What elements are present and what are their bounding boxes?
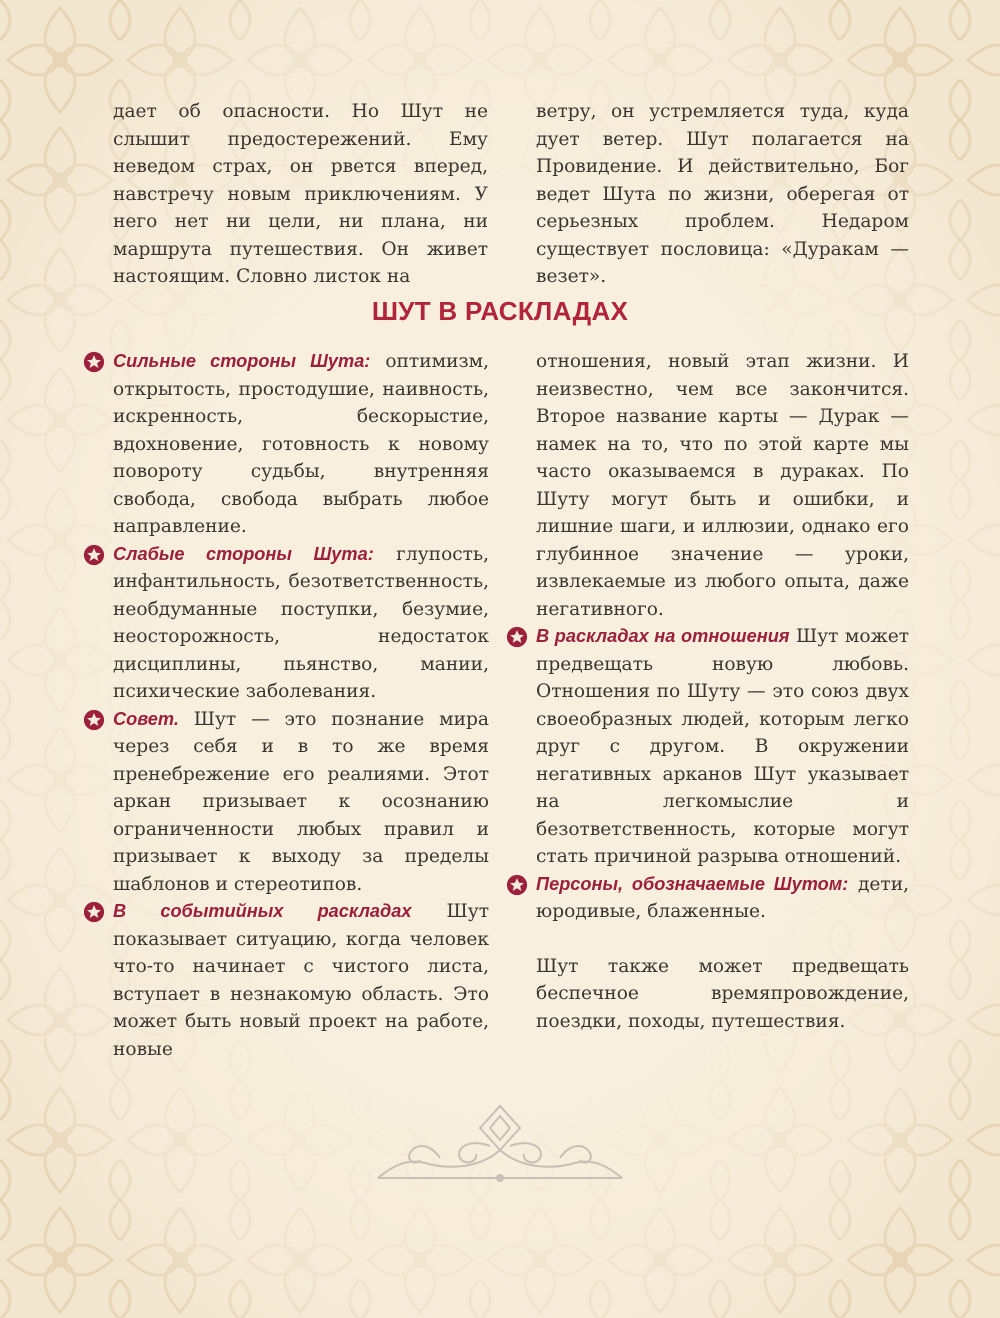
bullet-text: дети, юродивые, блаженные.	[536, 873, 909, 922]
bullet-text: Шут показывает ситуацию, когда человек что-то начинает с чистого листа, вступает в незнакомую область. Это может быть новый проект на работе, новые	[113, 901, 490, 1060]
bullet-event-spreads	[113, 898, 489, 1063]
star-bullet-icon	[506, 626, 528, 648]
bullet-relationship-spreads	[536, 623, 909, 871]
bullet-lead: В раскладах на отношения	[536, 626, 790, 646]
star-bullet-icon	[83, 901, 105, 923]
section-title: ШУТ В РАСКЛАДАХ	[371, 296, 629, 326]
bullet-text: Шут — это познание мира через себя и в то же время пренебрежение его реалиями. Этот аркан призывает к осознанию ограниченности любых правил и призывает к выходу за пределы шаблонов и стереотипов.	[113, 708, 489, 895]
bullet-lead: Сильные стороны Шута:	[113, 351, 371, 371]
bullet-strengths	[113, 348, 489, 541]
bullet-text: оптимизм, открытость, простодушие, наивность, искренность, бескорыстие, вдохновение, готовность к новому повороту судьбы, внутренняя свобода, свобода выбрать любое направление.	[113, 351, 489, 537]
ornament-divider-icon	[370, 1098, 630, 1188]
star-bullet-icon	[506, 874, 528, 896]
bullet-lead: Совет.	[113, 708, 179, 729]
closing-text: Шут также может предвещать беспечное времяпровождение, поездки, походы, путешествия.	[536, 955, 909, 1032]
right-column	[536, 348, 909, 1035]
intro-left-column	[113, 98, 488, 291]
bullet-lead: Слабые стороны Шута:	[113, 543, 374, 564]
bullet-weaknesses	[113, 541, 489, 706]
intro-left-text: дает об опасности. Но Шут не слышит предостережений. Ему неведом страх, он рвется вперед, навстречу новым приключениям. У него нет ни цели, ни плана, ни маршрута путешествия. Он живет настоящим. Словно листок на	[113, 101, 488, 287]
star-bullet-icon	[83, 709, 105, 731]
bullet-persons	[536, 871, 909, 926]
continuation-text: отношения, новый этап жизни. И неизвестно, чем все закончится. Второе название карты — Дурак — намек на то, что по этой карте мы часто оказываемся в дураках. По Шуту могут быть и ошибки, и лишние шаги, и иллюзии, однако его глубинное значение — уроки, извлекаемые из любого опыта, даже негативного.	[536, 351, 909, 620]
bullet-advice	[113, 706, 489, 899]
bullet-lead: Персоны, обозначаемые Шутом:	[536, 873, 849, 894]
bullet-lead: В событийных раскладах	[113, 901, 412, 921]
left-column	[113, 348, 489, 1063]
intro-right-column	[536, 98, 909, 291]
bullet-text: глупость, инфантильность, безответственность, необдуманные поступки, безумие, неосторожность, недостаток дисциплины, пьянство, мании, психические заболевания.	[113, 543, 490, 702]
star-bullet-icon	[83, 544, 105, 566]
star-bullet-icon	[83, 351, 105, 373]
intro-right-text: ветру, он устремляется туда, куда дует ветер. Шут полагается на Провидение. И действительно, Бог ведет Шута по жизни, оберегая от серьезных проблем. Недаром существует пословица: «Дуракам — везет».	[536, 101, 909, 287]
bullet-text: Шут может предвещать новую любовь. Отношения по Шуту — это союз двух своеобразных людей, которым легко друг с другом. В окружении негативных арканов Шут указывает на легкомыслие и безответственность, которые могут стать причиной разрыва отношений.	[536, 626, 909, 867]
paragraph-gap	[536, 926, 909, 953]
